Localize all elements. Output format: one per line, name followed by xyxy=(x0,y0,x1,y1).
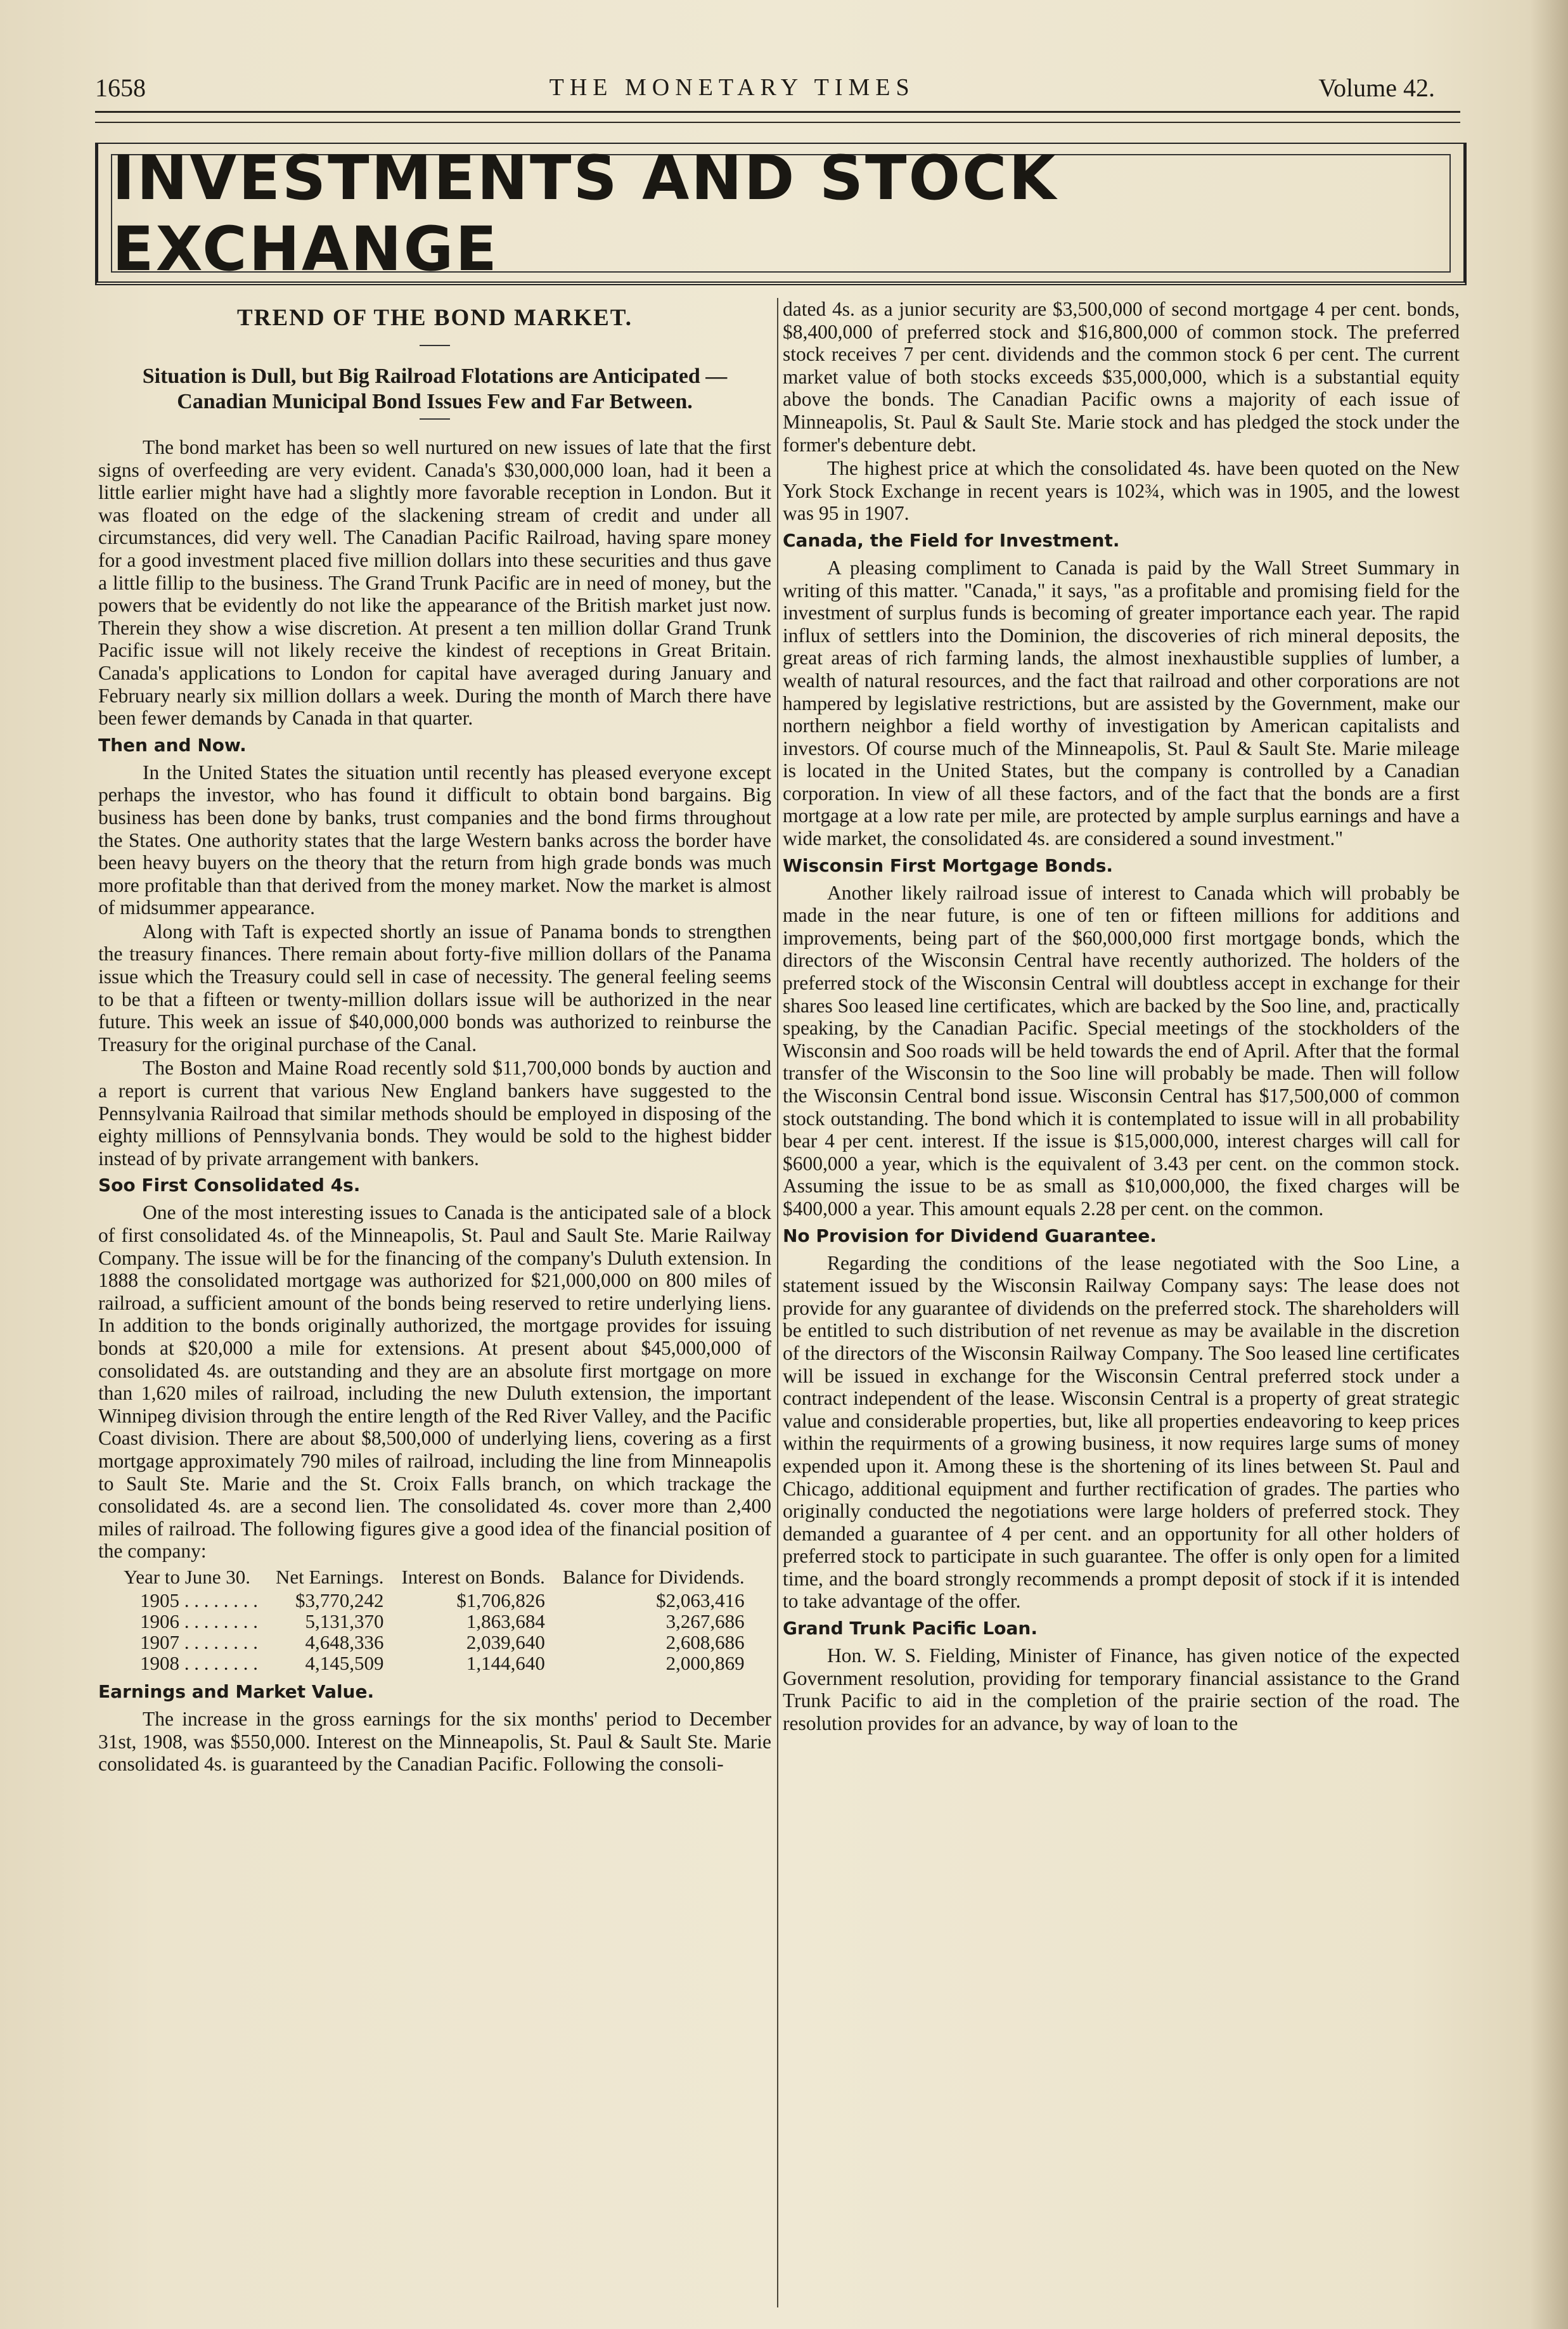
running-head xyxy=(95,68,1435,106)
section-heading: Then and Now. xyxy=(98,734,247,756)
section-heading: Earnings and Market Value. xyxy=(98,1681,375,1702)
paragraph: The Boston and Maine Road recently sold $11,700,000 bonds by auction and a report is current that various New England bankers have suggested to the Pennsylvania Railroad that similar methods should be employed in disposing of the eighty millions of Pennsylvania bonds. They would be sold to the highest bidder instead of by private arrangement with bankers. xyxy=(98,1057,771,1170)
table-cell: $3,770,242 xyxy=(295,1589,384,1611)
page-number: 1658 xyxy=(95,73,146,102)
paragraph: The highest price at which the consolidated 4s. have been quoted on the New York Stock Exchange in recent years is 102¾, which was in 1905, and the lowest was 95 in 1907. xyxy=(783,457,1460,525)
table-cell: 1,144,640 xyxy=(466,1651,545,1674)
article-title: TREND OF THE BOND MARKET. xyxy=(237,305,633,331)
section-title: INVESTMENTS AND STOCK EXCHANGE xyxy=(112,142,1058,285)
table-cell: 4,145,509 xyxy=(305,1651,384,1674)
left-column xyxy=(98,298,771,1777)
table-cell: 2,608,686 xyxy=(665,1630,745,1653)
volume-label: Volume 42. xyxy=(1318,73,1435,102)
table-cell: 2,039,640 xyxy=(466,1630,545,1653)
masthead: THE MONETARY TIMES xyxy=(549,74,915,101)
table-cell: $1,706,826 xyxy=(456,1589,545,1611)
table-row xyxy=(124,1611,762,1632)
column-divider xyxy=(777,298,778,2307)
column-header: Net Earnings. xyxy=(276,1565,384,1588)
banner-frame xyxy=(111,142,1451,285)
paragraph: dated 4s. as a junior security are $3,500,000 of second mortgage 4 per cent. bonds, $8,400,000 of preferred stock and $16,800,000 of common stock. The preferred stock receives 7 per cent. dividends and the common stock 6 per cent. The current market value of both stocks exceeds $35,000,000, which is a substantial equity above the bonds. The Canadian Pacific owns a majority of each issue of Minneapolis, St. Paul & Sault Ste. Marie stock and has pledged the stock under the former's debenture debt. xyxy=(783,298,1460,456)
header-rule xyxy=(95,122,1460,123)
financial-table xyxy=(124,1566,762,1674)
table-cell: 4,648,336 xyxy=(305,1630,384,1653)
table-cell: 1907 . . . . . . . . xyxy=(140,1630,258,1653)
section-heading: Canada, the Field for Investment. xyxy=(783,529,1120,551)
page-edge-shadow xyxy=(1530,0,1568,2329)
table-cell: 1,863,684 xyxy=(466,1610,545,1632)
paragraph: The bond market has been so well nurtured on new issues of late that the first signs of overfeeding are very evident. Canada's $30,000,000 loan, had it been a little earlier might have had a slightly more favorable reception in London. But it was floated on the edge of the slackening stream of credit and under all circumstances, did very well. The Canadian Pacific Railroad, having spare money for a good investment placed five million dollars into these securities and thus gave a little fillip to the business. The Grand Trunk Pacific are in need of money, but the powers that be evidently do not like the appearance of the British market just now. Therein they show a wise discretion. At present a ten million dollar Grand Trunk Pacific issue will not likely receive the kindest of receptions in Great Britain. Canada's applications to London for capital have averaged during January and February nearly six million dollars a week. During the month of March there have been fewer demands by Canada in that quarter. xyxy=(98,436,771,730)
paragraph: One of the most interesting issues to Canada is the anticipated sale of a block of first consolidated 4s. of the Minneapolis, St. Paul and Sault Ste. Marie Railway Company. The issue will be for the financing of the company's Duluth extension. In 1888 the consolidated mortgage was authorized for $21,000,000 on 800 miles of railroad, a sufficient amount of the bonds being reserved to retire underlying liens. In addition to the bonds originally authorized, the mortgage provides for issuing bonds at $20,000 a mile for extensions. At present about $45,000,000 of consolidated 4s. are outstanding and they are an absolute first mortgage on more than 1,620 miles of railroad, including the new Duluth extension, the important Winnipeg division through the entire length of the Red River Valley, and the Pacific Coast division. There are about $8,500,000 of underlying liens, covering as a first mortgage approximately 790 miles of railroad, including the line from Minneapolis to Sault Ste. Marie and the St. Croix Falls branch, on which trackage the consolidated 4s. are a second lien. The consolidated 4s. cover more than 2,400 miles of railroad. The following figures give a good idea of the financial position of the company: xyxy=(98,1201,771,1563)
column-header: Balance for Dividends. xyxy=(562,1565,745,1588)
table-row xyxy=(124,1590,762,1611)
table-row xyxy=(124,1653,762,1674)
paragraph: Along with Taft is expected shortly an issue of Panama bonds to strengthen the treasury finances. There remain about forty-five million dollars of the Panama issue which the Treasury could sell in case of necessity. The general feeling seems to be that a fifteen or twenty-million dollars issue will be authorized in the near future. This week an issue of $40,000,000 bonds was authorized to reinburse the Treasury for the original purchase of the Canal. xyxy=(98,920,771,1055)
section-heading: Wisconsin First Mortgage Bonds. xyxy=(783,855,1114,876)
table-cell: 1905 . . . . . . . . xyxy=(140,1589,258,1611)
table-header-row xyxy=(124,1566,762,1590)
section-banner xyxy=(95,143,1467,285)
paragraph: A pleasing compliment to Canada is paid by the Wall Street Summary in writing of this matter. "Canada," it says, "as a profitable and promising field for the investment of surplus funds is becoming of greater importance each year. The rapid influx of settlers into the Dominion, the discoveries of rich mineral deposits, the great areas of rich farming lands, the almost inexhaustible supplies of lumber, a wealth of natural resources, and the fact that railroad and other corporations are not hampered by legislative restrictions, but are assisted by the Government, make our northern neighbor a field worthy of investigation by American capitalists and investors. Of course much of the Minneapolis, St. Paul & Sault Ste. Marie mileage is located in the United States, but the company is controlled by a Canadian corporation. In view of all these factors, and of the fact that the bonds are a first mortgage at a low rate per mile, are protected by ample surplus earnings and have a wide market, the consolidated 4s. are considered a sound investment." xyxy=(783,556,1460,850)
paragraph: Hon. W. S. Fielding, Minister of Finance, has given notice of the expected Government resolution, providing for temporary financial assistance to the Grand Trunk Pacific to aid in the completion of the prairie section of the road. The resolution provides for an advance, by way of loan to the xyxy=(783,1644,1460,1734)
paragraph: The increase in the gross earnings for the six months' period to December 31st, 1908, was $550,000. Interest on the Minneapolis, St. Paul & Sault Ste. Marie consolidated 4s. is guaranteed by the Canadian Pacific. Following the consoli- xyxy=(98,1707,771,1776)
table-cell: 1906 . . . . . . . . xyxy=(140,1610,258,1632)
right-column xyxy=(783,298,1460,1736)
table-cell: 1908 . . . . . . . . xyxy=(140,1651,258,1674)
paragraph: Another likely railroad issue of interest to Canada which will probably be made in the near future, is one of ten or fifteen millions for additions and improvements, being part of the $60,000,000 first mortgage bonds, which the directors of the Wisconsin Central have recently authorized. The holders of the preferred stock of the Wisconsin Central will doubtless accept in exchange for their shares Soo leased line certificates, which are backed by the Soo line, and, practically speaking, by the Canadian Pacific. Special meetings of the stockholders of the Wisconsin and Soo roads will be held towards the end of April. After that the formal transfer of the Wisconsin to the Soo line will probably be made. Then will follow the Wisconsin Central bond issue. Wisconsin Central has $17,500,000 of common stock outstanding. The bond which it is contemplated to issue will in all probability bear 4 per cent. interest. If the issue is $15,000,000, interest charges will call for $600,000 a year, which is the equivalent of 3.43 per cent. on the common stock. Assuming the issue to be as small as $10,000,000, the fixed charges will be $400,000 a year. This amount equals 2.28 per cent. on the common. xyxy=(783,881,1460,1220)
table-cell: 5,131,370 xyxy=(305,1610,384,1632)
table-cell: $2,063,416 xyxy=(656,1589,745,1611)
table-row xyxy=(124,1632,762,1653)
section-heading: Soo First Consolidated 4s. xyxy=(98,1175,361,1196)
paragraph: Regarding the conditions of the lease negotiated with the Soo Line, a statement issued by the Wisconsin Railway Company says: The lease does not provide for any guarantee of dividends on the preferred stock. The shareholders will be entitled to such distribution of net revenue as may be available in the discretion of the directors of the Wisconsin Railway Company. The Soo leased line certificates will be issued in exchange for the Wisconsin Central preferred stock under a contract independent of the lease. Wisconsin Central is a property of great strategic value and considerable properties, but, like all properties endeavoring to keep prices within the requirments of a growing business, it now requires large sums of money expended upon it. Among these is the shortening of its lines between St. Paul and Chicago, additional equipment and further rectification of grades. The parties who originally conducted the negotiations were large holders of preferred stock. They demanded a guarantee of 4 per cent. and an opportunity for all other holders of preferred stock to participate in such guarantee. The offer is only open for a limited time, and the board strongly recommends a prompt deposit of stock if it is intended to take advantage of the offer. xyxy=(783,1251,1460,1613)
subtitle-rule xyxy=(420,418,450,420)
section-heading: No Provision for Dividend Guarantee. xyxy=(783,1225,1157,1246)
table-cell: 3,267,686 xyxy=(665,1610,745,1632)
header-rule xyxy=(95,111,1460,113)
article-subtitle: Situation is Dull, but Big Railroad Flotations are Anticipated —Canadian Municipal Bond Issues Few and Far Between. xyxy=(142,365,728,413)
paragraph: In the United States the situation until recently has pleased everyone except perhaps the investor, who has found it difficult to obtain bond bargains. Big business has been done by banks, trust companies and the bond firms throughout the States. One authority states that the large Western banks across the border have been heavy buyers on the theory that the return from high grade bonds was much more profitable than that derived from the money market. Now the market is almost of midsummer appearance. xyxy=(98,761,771,919)
title-rule xyxy=(420,345,450,346)
column-header: Year to June 30. xyxy=(124,1565,251,1588)
column-header: Interest on Bonds. xyxy=(401,1565,545,1588)
section-heading: Grand Trunk Pacific Loan. xyxy=(783,1618,1038,1639)
table-cell: 2,000,869 xyxy=(665,1651,745,1674)
